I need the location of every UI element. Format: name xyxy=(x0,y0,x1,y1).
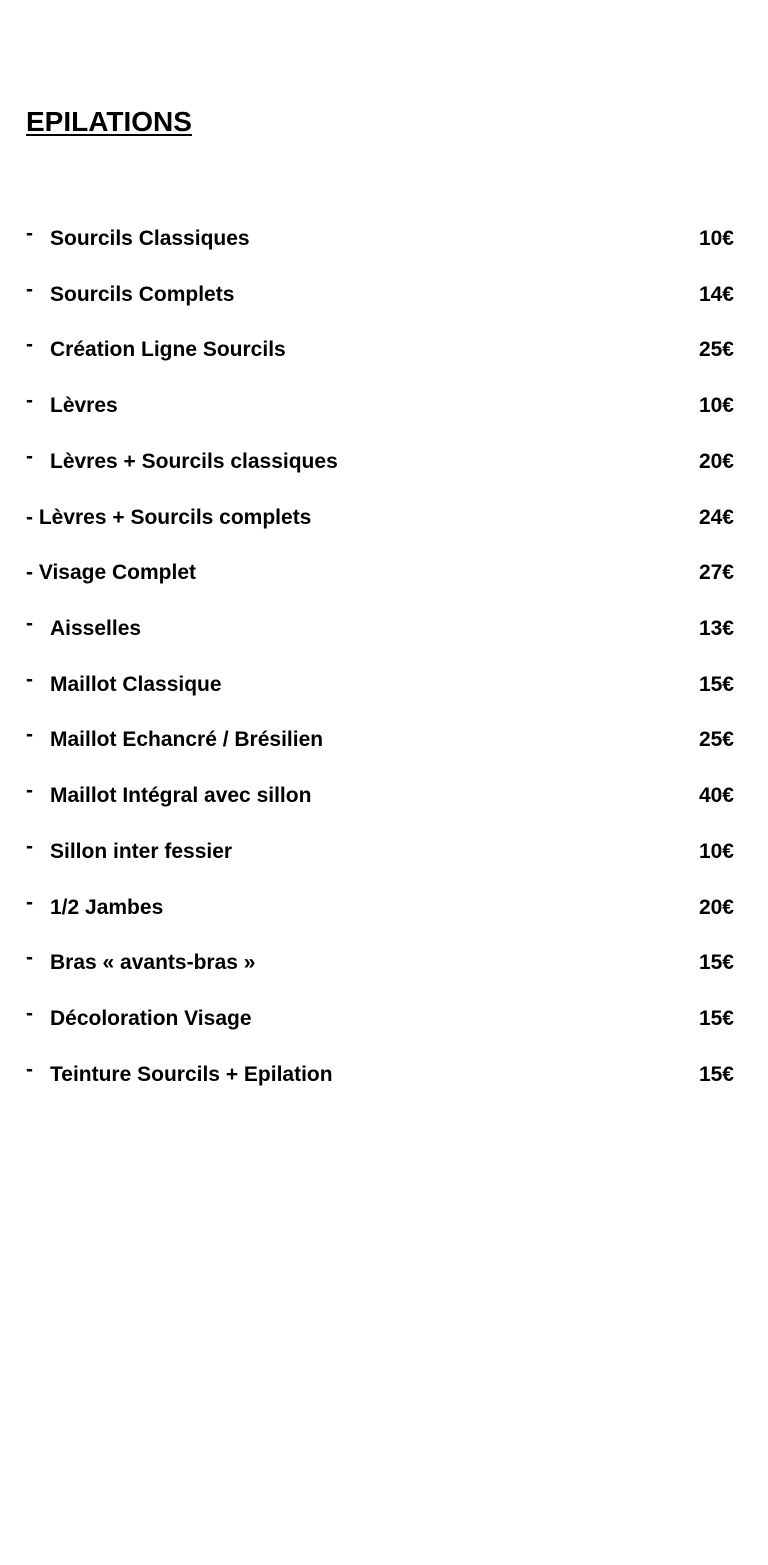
service-price: 10€ xyxy=(698,227,734,250)
service-name: Sourcils Classiques xyxy=(50,227,250,250)
list-bullet: - xyxy=(26,444,33,468)
service-price: 20€ xyxy=(698,895,734,919)
service-price: 10€ xyxy=(698,394,734,418)
list-item xyxy=(26,834,734,894)
list-item xyxy=(26,504,734,560)
price-list xyxy=(26,222,734,1117)
service-price: 10€ xyxy=(698,839,734,863)
list-item xyxy=(26,1057,734,1117)
service-price: 15€ xyxy=(698,1062,734,1086)
service-price: 20€ xyxy=(698,449,734,473)
list-bullet: - xyxy=(26,1057,33,1081)
service-price: 15€ xyxy=(698,951,734,975)
list-bullet: - xyxy=(26,222,33,245)
list-bullet: - xyxy=(26,612,33,636)
service-name: Maillot Classique xyxy=(50,672,222,696)
service-name: - Lèvres + Sourcils complets xyxy=(26,505,312,529)
service-price: 24€ xyxy=(698,505,734,529)
list-item xyxy=(26,890,734,950)
service-name: Décoloration Visage xyxy=(50,1007,252,1031)
list-item xyxy=(26,559,734,615)
service-name: Maillot Echancré / Brésilien xyxy=(50,728,324,752)
list-bullet: - xyxy=(26,1002,33,1026)
list-bullet: - xyxy=(26,834,33,858)
service-price: 25€ xyxy=(698,338,734,362)
service-price: 27€ xyxy=(698,561,734,585)
list-bullet: - xyxy=(26,333,33,357)
service-name: 1/2 Jambes xyxy=(50,895,164,919)
list-item xyxy=(26,444,734,504)
service-price: 40€ xyxy=(698,784,734,808)
service-price: 15€ xyxy=(698,672,734,696)
service-name: Bras « avants-bras » xyxy=(50,951,256,975)
service-name: Maillot Intégral avec sillon xyxy=(50,784,312,808)
service-name: Sillon inter fessier xyxy=(50,839,233,863)
page-title: EPILATIONS xyxy=(26,106,192,137)
service-name: Teinture Sourcils + Epilation xyxy=(50,1062,333,1086)
list-bullet: - xyxy=(26,779,33,803)
service-name: Lèvres xyxy=(50,394,118,418)
list-bullet: - xyxy=(26,667,33,691)
list-item xyxy=(26,1002,734,1061)
list-item xyxy=(26,667,734,727)
service-name: Sourcils Complets xyxy=(50,282,235,306)
list-bullet: - xyxy=(26,890,33,914)
service-price: 15€ xyxy=(698,1007,734,1031)
list-item xyxy=(26,333,734,392)
list-item xyxy=(26,222,734,281)
list-item xyxy=(26,389,734,448)
service-price: 13€ xyxy=(698,617,734,641)
service-name: Aisselles xyxy=(50,617,142,641)
list-bullet: - xyxy=(26,946,33,970)
service-price: 14€ xyxy=(698,282,734,306)
list-item xyxy=(26,612,734,671)
list-item xyxy=(26,277,734,337)
service-name: - Visage Complet xyxy=(26,561,196,585)
service-price: 25€ xyxy=(698,728,734,752)
service-name: Lèvres + Sourcils classiques xyxy=(50,449,338,473)
list-item xyxy=(26,946,734,1005)
list-bullet: - xyxy=(26,277,33,301)
list-item xyxy=(26,779,734,838)
list-item xyxy=(26,723,734,782)
list-bullet: - xyxy=(26,389,33,413)
service-name: Création Ligne Sourcils xyxy=(50,338,286,362)
list-bullet: - xyxy=(26,723,33,747)
